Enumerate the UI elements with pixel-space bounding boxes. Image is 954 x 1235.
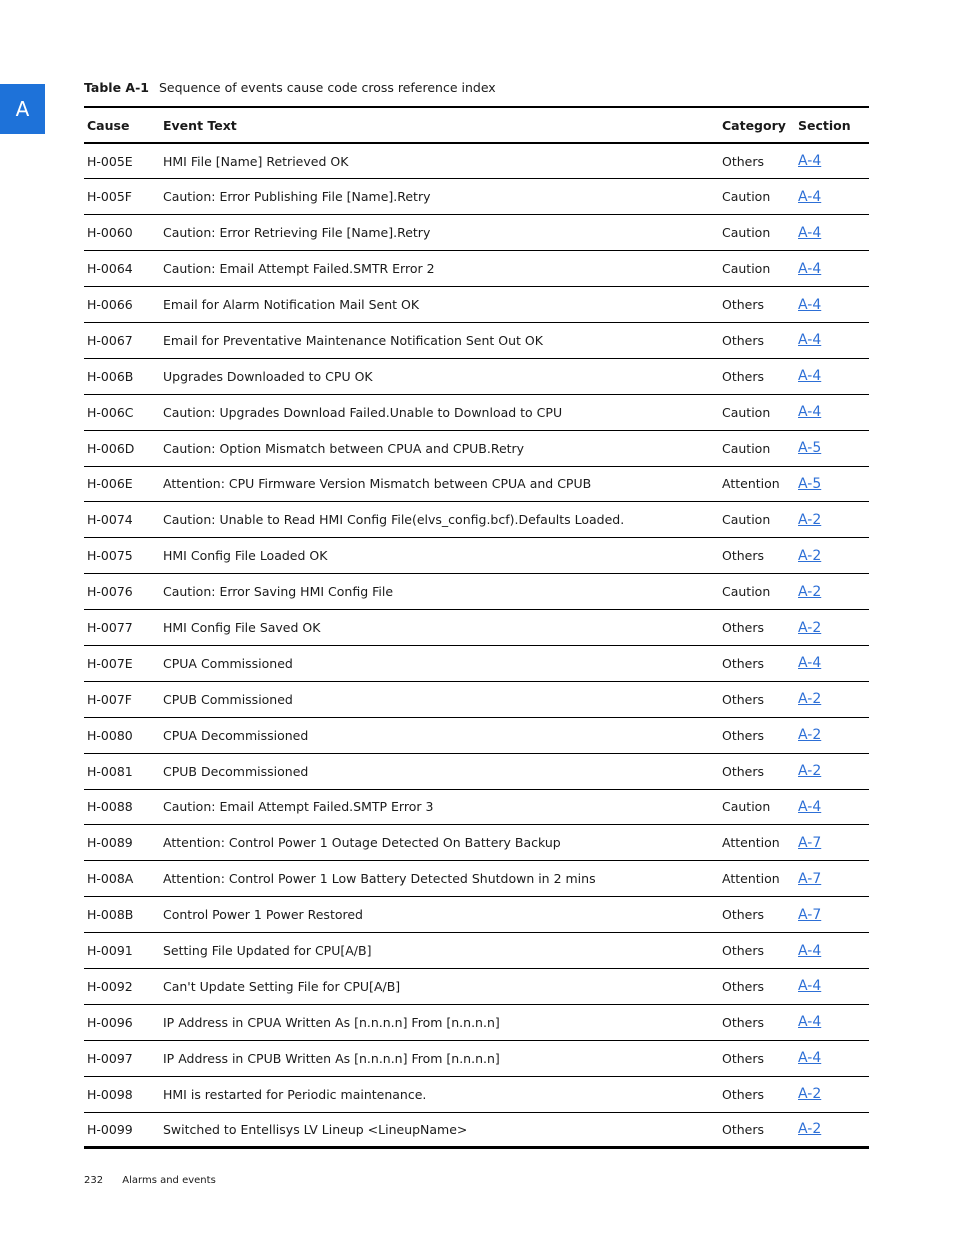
table-caption-title: Sequence of events cause code cross reference index	[158, 80, 496, 95]
event-text-cell: Switched to Entellisys LV Lineup <LineupName>	[163, 1121, 468, 1137]
section-cell	[795, 251, 869, 287]
section-cell	[795, 861, 869, 897]
table-row	[84, 933, 869, 969]
category-cell: Others	[722, 978, 765, 994]
section-cell	[795, 430, 869, 466]
cause-cell: H-007E	[87, 655, 133, 671]
section-link[interactable]: A-4	[798, 1014, 822, 1031]
category-cell: Others	[722, 297, 765, 312]
category-cell: Caution	[722, 261, 771, 277]
cause-cell: H-0066	[87, 297, 133, 312]
section-cell	[795, 1004, 869, 1040]
section-link[interactable]: A-4	[798, 368, 822, 385]
category-cell: Caution	[722, 440, 771, 456]
table-row	[84, 1040, 869, 1076]
category-cell: Others	[722, 691, 765, 707]
section-cell	[795, 789, 869, 825]
table-row	[84, 215, 869, 251]
section-cell	[795, 287, 869, 323]
cause-cell: H-0075	[87, 548, 133, 564]
event-text-cell: CPUA Decommissioned	[163, 727, 309, 743]
category-cell: Others	[722, 727, 765, 743]
section-cell	[795, 466, 869, 502]
cause-code-table	[84, 106, 869, 1149]
section-cell	[795, 538, 869, 574]
header-event-text: Event Text	[163, 117, 237, 133]
cause-cell: H-0097	[87, 1050, 133, 1066]
category-cell: Attention	[722, 871, 780, 887]
table-row	[84, 538, 869, 574]
event-text-cell: CPUB Decommissioned	[163, 763, 309, 779]
section-link[interactable]: A-7	[798, 834, 822, 851]
section-cell	[795, 358, 869, 394]
cause-cell: H-007F	[87, 691, 132, 707]
cause-cell: H-0098	[87, 1086, 133, 1102]
section-cell	[795, 179, 869, 215]
cause-cell: H-008A	[87, 871, 134, 887]
cause-cell: H-0077	[87, 620, 133, 636]
section-cell	[795, 1112, 869, 1148]
category-cell: Others	[722, 620, 765, 636]
section-link[interactable]: A-2	[798, 727, 822, 744]
event-text-cell: Email for Alarm Notification Mail Sent OK	[163, 297, 420, 312]
category-cell: Others	[722, 1014, 765, 1030]
category-cell: Others	[722, 153, 765, 169]
event-text-cell: Caution: Option Mismatch between CPUA and CPUB.Retry	[163, 440, 525, 456]
table-header-row	[84, 107, 869, 143]
category-cell: Caution	[722, 404, 771, 420]
section-link[interactable]: A-4	[798, 1050, 822, 1067]
table-row	[84, 1076, 869, 1112]
category-cell: Caution	[722, 189, 771, 205]
table-row	[84, 322, 869, 358]
section-cell	[795, 215, 869, 251]
category-cell: Others	[722, 943, 765, 959]
category-cell: Others	[722, 1121, 765, 1137]
event-text-cell: CPUA Commissioned	[163, 655, 293, 671]
category-cell: Others	[722, 1086, 765, 1102]
event-text-cell: HMI Config File Loaded OK	[163, 548, 328, 564]
header-cause: Cause	[87, 117, 130, 133]
section-link[interactable]: A-4	[798, 332, 822, 349]
category-cell: Caution	[722, 225, 771, 241]
category-cell: Attention	[722, 835, 780, 851]
table-row	[84, 825, 869, 861]
event-text-cell: Attention: Control Power 1 Low Battery Detected Shutdown in 2 mins	[163, 871, 596, 887]
cause-cell: H-0064	[87, 261, 133, 277]
event-text-cell: Caution: Email Attempt Failed.SMTR Error 2	[163, 261, 435, 277]
event-text-cell: Caution: Unable to Read HMI Config File(elvs_config.bcf).Defaults Loaded.	[163, 512, 625, 528]
table-caption-label: Table A-1	[84, 80, 149, 95]
category-cell: Others	[722, 763, 765, 779]
table-row	[84, 717, 869, 753]
table-row	[84, 502, 869, 538]
category-cell: Others	[722, 548, 765, 564]
section-link[interactable]: A-2	[798, 691, 822, 708]
page-footer	[84, 1175, 216, 1186]
section-link[interactable]: A-4	[798, 153, 822, 170]
table-row	[84, 394, 869, 430]
page-number: 232	[84, 1175, 104, 1186]
section-link[interactable]: A-4	[798, 296, 822, 313]
event-text-cell: Can't Update Setting File for CPU[A/B]	[163, 978, 401, 994]
section-cell	[795, 143, 869, 179]
section-link[interactable]: A-2	[798, 547, 822, 564]
cause-cell: H-0092	[87, 978, 133, 994]
section-cell	[795, 897, 869, 933]
event-text-cell: Caution: Error Saving HMI Config File	[163, 584, 394, 600]
category-cell: Others	[722, 332, 765, 348]
event-text-cell: Caution: Upgrades Download Failed.Unable to Download to CPU	[163, 404, 563, 420]
table-row	[84, 1004, 869, 1040]
section-cell	[795, 1076, 869, 1112]
category-cell: Caution	[722, 584, 771, 600]
table-row	[84, 143, 869, 179]
section-link[interactable]: A-2	[798, 619, 822, 636]
cause-cell: H-005F	[87, 189, 132, 205]
category-cell: Caution	[722, 512, 771, 528]
section-cell	[795, 825, 869, 861]
table-row	[84, 251, 869, 287]
cause-cell: H-006B	[87, 368, 134, 384]
table-row	[84, 430, 869, 466]
appendix-tab: A	[0, 84, 45, 134]
table-row	[84, 574, 869, 610]
section-cell	[795, 502, 869, 538]
section-cell	[795, 645, 869, 681]
table-row	[84, 179, 869, 215]
cause-cell: H-0089	[87, 835, 133, 851]
section-cell	[795, 1040, 869, 1076]
section-link[interactable]: A-4	[798, 942, 822, 959]
section-link[interactable]: A-2	[798, 1086, 822, 1103]
category-cell: Others	[722, 655, 765, 671]
cause-cell: H-0099	[87, 1121, 133, 1137]
section-link[interactable]: A-4	[798, 224, 822, 241]
table-row	[84, 358, 869, 394]
table-row	[84, 1112, 869, 1148]
category-cell: Others	[722, 368, 765, 384]
section-link[interactable]: A-5	[798, 440, 822, 457]
section-link[interactable]: A-4	[798, 404, 822, 421]
section-link[interactable]: A-7	[798, 906, 822, 923]
table-caption	[84, 80, 496, 95]
event-text-cell: Attention: CPU Firmware Version Mismatch between CPUA and CPUB	[163, 476, 592, 492]
section-link[interactable]: A-5	[798, 475, 822, 492]
event-text-cell: Control Power 1 Power Restored	[163, 907, 363, 923]
event-text-cell: Caution: Error Publishing File [Name].Retry	[163, 189, 431, 205]
table-row	[84, 753, 869, 789]
category-cell: Caution	[722, 799, 771, 815]
table-row	[84, 287, 869, 323]
cause-cell: H-0060	[87, 225, 133, 241]
section-link[interactable]: A-2	[798, 511, 822, 528]
section-cell	[795, 394, 869, 430]
section-link[interactable]: A-7	[798, 870, 822, 887]
event-text-cell: Caution: Email Attempt Failed.SMTP Error 3	[163, 799, 434, 815]
section-cell	[795, 753, 869, 789]
section-link[interactable]: A-4	[798, 655, 822, 672]
event-text-cell: HMI is restarted for Periodic maintenance.	[163, 1086, 427, 1102]
table-row	[84, 968, 869, 1004]
section-cell	[795, 681, 869, 717]
table-row	[84, 466, 869, 502]
event-text-cell: IP Address in CPUA Written As [n.n.n.n] From [n.n.n.n]	[163, 1014, 500, 1030]
event-text-cell: Email for Preventative Maintenance Notification Sent Out OK	[163, 332, 543, 348]
event-text-cell: Setting File Updated for CPU[A/B]	[163, 943, 372, 959]
cause-cell: H-006E	[87, 476, 133, 492]
footer-section-title: Alarms and events	[122, 1175, 216, 1186]
cause-cell: H-0081	[87, 763, 133, 779]
cause-cell: H-006C	[87, 404, 134, 420]
section-link[interactable]: A-2	[798, 583, 822, 600]
category-cell: Attention	[722, 476, 780, 492]
cause-cell: H-0088	[87, 799, 133, 815]
section-link[interactable]: A-2	[798, 763, 822, 780]
cause-cell: H-0067	[87, 332, 133, 348]
header-category: Category	[722, 117, 786, 133]
category-cell: Others	[722, 907, 765, 923]
section-cell	[795, 717, 869, 753]
event-text-cell: Attention: Control Power 1 Outage Detected On Battery Backup	[163, 835, 561, 851]
cause-cell: H-008B	[87, 907, 134, 923]
event-text-cell: Upgrades Downloaded to CPU OK	[163, 368, 373, 384]
header-section: Section	[798, 117, 851, 133]
table-row	[84, 681, 869, 717]
section-link[interactable]: A-2	[798, 1121, 822, 1138]
cause-cell: H-0091	[87, 943, 133, 959]
category-cell: Others	[722, 1050, 765, 1066]
section-cell	[795, 933, 869, 969]
cause-cell: H-005E	[87, 153, 133, 169]
event-text-cell: Caution: Error Retrieving File [Name].Retry	[163, 225, 431, 241]
section-cell	[795, 574, 869, 610]
table-body	[84, 143, 869, 1148]
section-link[interactable]: A-4	[798, 260, 822, 277]
table-row	[84, 645, 869, 681]
section-link[interactable]: A-4	[798, 798, 822, 815]
table-row	[84, 610, 869, 646]
cause-cell: H-0080	[87, 727, 133, 743]
cause-cell: H-0076	[87, 584, 133, 600]
section-cell	[795, 968, 869, 1004]
section-link[interactable]: A-4	[798, 978, 822, 995]
event-text-cell: HMI Config File Saved OK	[163, 620, 321, 636]
section-link[interactable]: A-4	[798, 188, 822, 205]
cause-cell: H-0096	[87, 1014, 133, 1030]
table-row	[84, 789, 869, 825]
section-cell	[795, 322, 869, 358]
table-row	[84, 897, 869, 933]
table-row	[84, 861, 869, 897]
cause-cell: H-0074	[87, 512, 133, 528]
cause-cell: H-006D	[87, 440, 135, 456]
event-text-cell: HMI File [Name] Retrieved OK	[163, 153, 349, 169]
section-cell	[795, 610, 869, 646]
event-text-cell: CPUB Commissioned	[163, 691, 293, 707]
event-text-cell: IP Address in CPUB Written As [n.n.n.n] From [n.n.n.n]	[163, 1050, 500, 1066]
